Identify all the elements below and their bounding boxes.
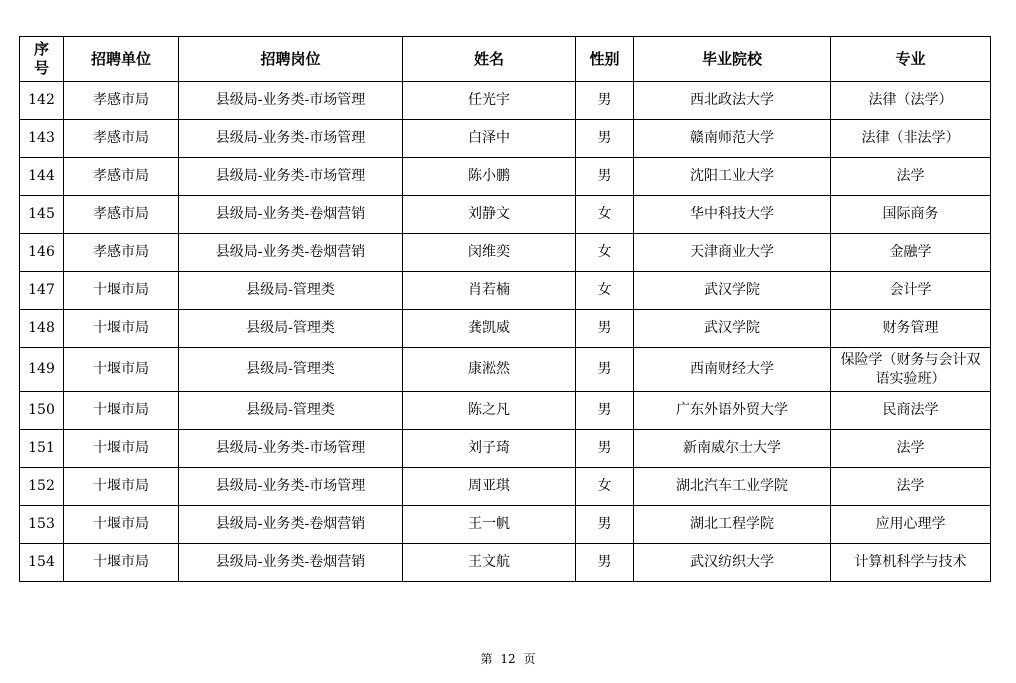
table-row bbox=[20, 392, 991, 430]
header-seq bbox=[20, 37, 64, 82]
cell-position: 县级局-业务类-卷烟营销 bbox=[179, 506, 403, 544]
cell-school: 武汉学院 bbox=[634, 272, 831, 310]
header-position: 招聘岗位 bbox=[179, 37, 403, 82]
table-row bbox=[20, 234, 991, 272]
table-row bbox=[20, 544, 991, 582]
cell-unit: 孝感市局 bbox=[64, 82, 179, 120]
cell-gender: 女 bbox=[576, 234, 634, 272]
cell-seq: 152 bbox=[20, 468, 64, 506]
cell-school: 华中科技大学 bbox=[634, 196, 831, 234]
cell-unit: 十堰市局 bbox=[64, 392, 179, 430]
cell-gender: 男 bbox=[576, 506, 634, 544]
cell-major: 应用心理学 bbox=[831, 506, 991, 544]
cell-gender: 男 bbox=[576, 392, 634, 430]
cell-gender: 男 bbox=[576, 158, 634, 196]
table-header-row bbox=[20, 37, 991, 82]
footer-prefix: 第 bbox=[480, 652, 493, 666]
cell-name: 康淞然 bbox=[403, 348, 576, 392]
cell-school: 武汉学院 bbox=[634, 310, 831, 348]
table-row bbox=[20, 158, 991, 196]
table-row bbox=[20, 82, 991, 120]
cell-name: 白泽中 bbox=[403, 120, 576, 158]
cell-name: 刘子琦 bbox=[403, 430, 576, 468]
cell-unit: 十堰市局 bbox=[64, 310, 179, 348]
header-gender: 性别 bbox=[576, 37, 634, 82]
cell-position: 县级局-业务类-市场管理 bbox=[179, 430, 403, 468]
header-major: 专业 bbox=[831, 37, 991, 82]
cell-name: 陈之凡 bbox=[403, 392, 576, 430]
cell-gender: 女 bbox=[576, 196, 634, 234]
header-school: 毕业院校 bbox=[634, 37, 831, 82]
cell-gender: 男 bbox=[576, 82, 634, 120]
cell-school: 沈阳工业大学 bbox=[634, 158, 831, 196]
cell-school: 西南财经大学 bbox=[634, 348, 831, 392]
cell-seq: 147 bbox=[20, 272, 64, 310]
cell-seq: 153 bbox=[20, 506, 64, 544]
header-seq-line1: 序 bbox=[33, 40, 49, 58]
cell-seq: 154 bbox=[20, 544, 64, 582]
cell-seq: 144 bbox=[20, 158, 64, 196]
cell-position: 县级局-管理类 bbox=[179, 272, 403, 310]
cell-major: 法学 bbox=[831, 430, 991, 468]
cell-school: 武汉纺织大学 bbox=[634, 544, 831, 582]
cell-seq: 146 bbox=[20, 234, 64, 272]
cell-position: 县级局-业务类-市场管理 bbox=[179, 120, 403, 158]
cell-gender: 男 bbox=[576, 120, 634, 158]
cell-position: 县级局-业务类-卷烟营销 bbox=[179, 196, 403, 234]
cell-unit: 孝感市局 bbox=[64, 196, 179, 234]
cell-name: 王文航 bbox=[403, 544, 576, 582]
cell-seq: 148 bbox=[20, 310, 64, 348]
cell-major: 民商法学 bbox=[831, 392, 991, 430]
cell-name: 刘静文 bbox=[403, 196, 576, 234]
cell-position: 县级局-管理类 bbox=[179, 392, 403, 430]
table-row bbox=[20, 272, 991, 310]
cell-school: 赣南师范大学 bbox=[634, 120, 831, 158]
cell-major: 法律（非法学） bbox=[831, 120, 991, 158]
cell-unit: 十堰市局 bbox=[64, 506, 179, 544]
cell-seq: 151 bbox=[20, 430, 64, 468]
cell-seq: 150 bbox=[20, 392, 64, 430]
page-number: 12 bbox=[500, 652, 516, 666]
cell-major: 法律（法学） bbox=[831, 82, 991, 120]
table-row bbox=[20, 196, 991, 234]
cell-position: 县级局-管理类 bbox=[179, 348, 403, 392]
cell-unit: 孝感市局 bbox=[64, 158, 179, 196]
cell-name: 龚凯威 bbox=[403, 310, 576, 348]
cell-school: 新南威尔士大学 bbox=[634, 430, 831, 468]
cell-seq: 143 bbox=[20, 120, 64, 158]
cell-major: 法学 bbox=[831, 158, 991, 196]
cell-name: 周亚琪 bbox=[403, 468, 576, 506]
table-row bbox=[20, 348, 991, 392]
cell-position: 县级局-业务类-市场管理 bbox=[179, 468, 403, 506]
cell-gender: 男 bbox=[576, 348, 634, 392]
cell-gender: 男 bbox=[576, 310, 634, 348]
cell-unit: 十堰市局 bbox=[64, 468, 179, 506]
cell-major: 金融学 bbox=[831, 234, 991, 272]
cell-unit: 十堰市局 bbox=[64, 348, 179, 392]
footer-suffix: 页 bbox=[523, 652, 536, 666]
cell-gender: 女 bbox=[576, 272, 634, 310]
cell-seq: 142 bbox=[20, 82, 64, 120]
cell-position: 县级局-业务类-卷烟营销 bbox=[179, 544, 403, 582]
cell-name: 肖若楠 bbox=[403, 272, 576, 310]
cell-school: 广东外语外贸大学 bbox=[634, 392, 831, 430]
cell-school: 湖北工程学院 bbox=[634, 506, 831, 544]
cell-unit: 孝感市局 bbox=[64, 234, 179, 272]
cell-major: 财务管理 bbox=[831, 310, 991, 348]
cell-gender: 女 bbox=[576, 468, 634, 506]
table-row bbox=[20, 468, 991, 506]
recruitment-table bbox=[19, 36, 991, 582]
table-row bbox=[20, 506, 991, 544]
table-row bbox=[20, 120, 991, 158]
table-row bbox=[20, 310, 991, 348]
cell-seq: 149 bbox=[20, 348, 64, 392]
cell-position: 县级局-业务类-市场管理 bbox=[179, 158, 403, 196]
header-name: 姓名 bbox=[403, 37, 576, 82]
header-unit: 招聘单位 bbox=[64, 37, 179, 82]
cell-position: 县级局-业务类-卷烟营销 bbox=[179, 234, 403, 272]
cell-major: 保险学（财务与会计双语实验班） bbox=[831, 348, 991, 392]
cell-name: 王一帆 bbox=[403, 506, 576, 544]
cell-gender: 男 bbox=[576, 544, 634, 582]
page-footer bbox=[0, 650, 1016, 667]
cell-unit: 十堰市局 bbox=[64, 272, 179, 310]
cell-major: 国际商务 bbox=[831, 196, 991, 234]
cell-unit: 孝感市局 bbox=[64, 120, 179, 158]
cell-position: 县级局-管理类 bbox=[179, 310, 403, 348]
cell-school: 天津商业大学 bbox=[634, 234, 831, 272]
cell-name: 任光宇 bbox=[403, 82, 576, 120]
cell-name: 闵维奕 bbox=[403, 234, 576, 272]
cell-major: 计算机科学与技术 bbox=[831, 544, 991, 582]
header-seq-line2: 号 bbox=[33, 59, 49, 77]
cell-unit: 十堰市局 bbox=[64, 544, 179, 582]
cell-gender: 男 bbox=[576, 430, 634, 468]
cell-seq: 145 bbox=[20, 196, 64, 234]
cell-school: 湖北汽车工业学院 bbox=[634, 468, 831, 506]
cell-major: 法学 bbox=[831, 468, 991, 506]
cell-name: 陈小鹏 bbox=[403, 158, 576, 196]
cell-position: 县级局-业务类-市场管理 bbox=[179, 82, 403, 120]
cell-major: 会计学 bbox=[831, 272, 991, 310]
table-row bbox=[20, 430, 991, 468]
cell-school: 西北政法大学 bbox=[634, 82, 831, 120]
cell-unit: 十堰市局 bbox=[64, 430, 179, 468]
